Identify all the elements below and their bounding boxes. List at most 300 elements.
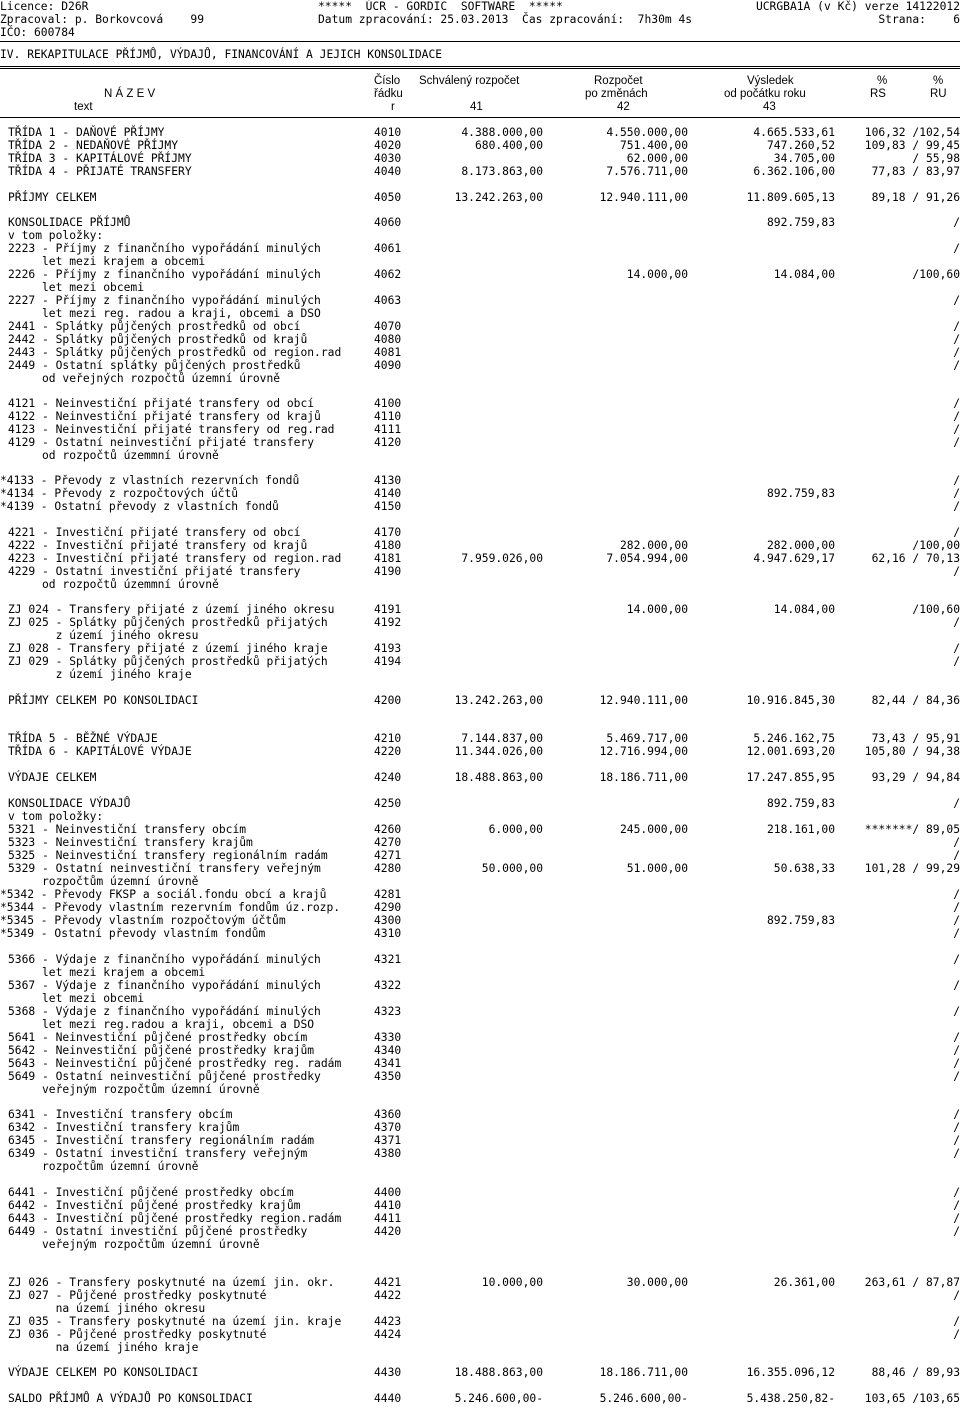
row-line-code: 4190: [374, 565, 402, 578]
row-name: 2442 - Splátky půjčených prostředků od krajů: [8, 333, 308, 346]
processed-by: Zpracoval: p. Borkovcová 99: [0, 13, 205, 26]
row-name: veřejným rozpočtům územní úrovně: [8, 1238, 260, 1251]
row-percent: 263,61 / 87,87: [864, 1276, 960, 1289]
row-name: 2449 - Ostatní splátky půjčených prostředků: [8, 359, 301, 372]
row-percent: /: [953, 953, 960, 966]
row-line-code: 4220: [374, 745, 402, 758]
row-name: PŘÍJMY CELKEM: [8, 191, 97, 204]
table-row: [0, 655, 960, 668]
row-percent: /: [953, 927, 960, 940]
row-revised-budget: 5.469.717,00: [606, 732, 688, 745]
row-name: KONSOLIDACE PŘÍJMŮ: [8, 216, 131, 229]
row-percent: /: [953, 423, 960, 436]
row-name: rozpočtům územní úrovně: [8, 875, 199, 888]
row-name: VÝDAJE CELKEM: [8, 771, 97, 784]
row-percent: /: [953, 1328, 960, 1341]
row-percent: /: [953, 642, 960, 655]
table-row: [0, 410, 960, 423]
row-name: 5323 - Neinvestiční transfery krajům: [8, 836, 253, 849]
row-percent: /: [953, 1121, 960, 1134]
row-line-code: 4322: [374, 979, 402, 992]
table-row: [0, 1225, 960, 1238]
row-name: 6341 - Investiční transfery obcím: [8, 1108, 233, 1121]
row-name: ZJ 035 - Transfery poskytnuté na území jin. kraje: [8, 1315, 342, 1328]
row-name: 4223 - Investiční přijaté transfery od region.rad: [8, 552, 342, 565]
row-result: 17.247.855,95: [746, 771, 835, 784]
row-line-code: 4111: [374, 423, 402, 436]
row-line-code: 4430: [374, 1366, 402, 1379]
row-name: 6443 - Investiční půjčené prostředky region.radám: [8, 1212, 342, 1225]
row-name: 4121 - Neinvestiční přijaté transfery od obcí: [8, 397, 315, 410]
table-row: [0, 423, 960, 436]
row-percent: /: [953, 359, 960, 372]
row-name: 5367 - Výdaje z finančního vypořádání minulých: [8, 979, 321, 992]
table-row: [0, 992, 960, 1005]
table-row: [0, 436, 960, 449]
table-row: [0, 1121, 960, 1134]
row-percent: /100,00: [912, 539, 960, 552]
table-row: [0, 242, 960, 255]
row-name: *5345 - Převody vlastním rozpočtovým účtům: [0, 914, 286, 927]
row-percent: 82,44 / 84,36: [871, 694, 960, 707]
row-result: 892.759,83: [766, 216, 835, 229]
table-row: [0, 1005, 960, 1018]
row-approved-budget: 4.388.000,00: [461, 126, 543, 139]
row-name: TŘÍDA 1 - DAŇOVÉ PŘÍJMY: [8, 126, 165, 139]
row-line-code: 4030: [374, 152, 402, 165]
row-name: 4229 - Ostatní investiční přijaté transfery: [8, 565, 301, 578]
row-percent: /: [953, 1199, 960, 1212]
row-revised-budget: 18.186.711,00: [599, 771, 688, 784]
row-percent: /: [953, 216, 960, 229]
row-approved-budget: 13.242.263,00: [454, 694, 543, 707]
row-line-code: 4290: [374, 901, 402, 914]
table-row: [0, 1108, 960, 1121]
row-revised-budget: 18.186.711,00: [599, 1366, 688, 1379]
row-line-code: 4420: [374, 1225, 402, 1238]
column-revised-budget-code: 42: [617, 101, 630, 113]
row-percent: /: [953, 1005, 960, 1018]
table-row: [0, 1134, 960, 1147]
column-rs-label: RS: [870, 88, 886, 100]
table-row: [0, 359, 960, 372]
row-percent: /: [953, 797, 960, 810]
row-name: 2441 - Splátky půjčených prostředků od obcí: [8, 320, 301, 333]
row-name: 6345 - Investiční transfery regionálním radám: [8, 1134, 315, 1147]
row-name: PŘÍJMY CELKEM PO KONSOLIDACI: [8, 694, 199, 707]
column-name-sublabel: text: [74, 101, 93, 113]
column-result-label: Výsledek: [747, 75, 794, 87]
table-row: [0, 216, 960, 229]
row-name: 4222 - Investiční přijaté transfery od krajů: [8, 539, 308, 552]
row-line-code: 4310: [374, 927, 402, 940]
table-row: [0, 165, 960, 178]
table-row: [0, 1315, 960, 1328]
column-rs-percent: %: [877, 75, 888, 87]
row-percent: / 55,98: [912, 152, 960, 165]
row-line-code: 4150: [374, 500, 402, 513]
row-percent: /: [953, 1031, 960, 1044]
table-row: [0, 307, 960, 320]
row-name: rozpočtům územní úrovně: [8, 1160, 199, 1173]
row-percent: /: [953, 1108, 960, 1121]
table-row: [0, 603, 960, 616]
row-approved-budget: 18.488.863,00: [454, 1366, 543, 1379]
row-percent: /: [953, 1212, 960, 1225]
row-percent: 88,46 / 89,93: [871, 1366, 960, 1379]
row-percent: /: [953, 1057, 960, 1070]
table-row: [0, 126, 960, 139]
row-name: ZJ 036 - Půjčené prostředky poskytnuté: [8, 1328, 267, 1341]
software-banner: ***** ÚCR - GORDIC SOFTWARE *****: [318, 0, 563, 13]
column-code-label: Číslo: [374, 75, 401, 87]
table-row: [0, 1044, 960, 1057]
row-line-code: 4090: [374, 359, 402, 372]
row-percent: 109,83 / 99,45: [864, 139, 960, 152]
row-result: 16.355.096,12: [746, 1366, 835, 1379]
row-name: 5643 - Neinvestiční půjčené prostředky reg. radám: [8, 1057, 342, 1070]
row-name: od rozpočtů územmní úrovně: [8, 449, 219, 462]
row-revised-budget: 14.000,00: [626, 268, 688, 281]
row-result: 4.665.533,61: [753, 126, 835, 139]
row-percent: /: [953, 836, 960, 849]
row-name: 2223 - Příjmy z finančního vypořádání minulých: [8, 242, 321, 255]
row-revised-budget: 14.000,00: [626, 603, 688, 616]
table-row: [0, 397, 960, 410]
row-percent: /: [953, 888, 960, 901]
column-code-sublabel: r: [391, 101, 395, 113]
row-name: *4133 - Převody z vlastních rezervních fondů: [0, 474, 300, 487]
row-line-code: 4250: [374, 797, 402, 810]
table-row: [0, 268, 960, 281]
table-row: [0, 449, 960, 462]
row-percent: /: [953, 849, 960, 862]
row-line-code: 4050: [374, 191, 402, 204]
table-row: [0, 526, 960, 539]
table-row: [0, 474, 960, 487]
row-percent: /: [953, 320, 960, 333]
table-row: [0, 966, 960, 979]
row-percent: 103,65 /103,65: [864, 1392, 960, 1405]
table-row: [0, 694, 960, 707]
row-name: veřejným rozpočtům územní úrovně: [8, 1083, 260, 1096]
row-percent: 73,43 / 95,91: [871, 732, 960, 745]
row-name: let mezi obcemi: [8, 281, 145, 294]
row-name: ZJ 028 - Transfery přijaté z území jiného kraje: [8, 642, 328, 655]
row-name: TŘÍDA 5 - BĚŽNÉ VÝDAJE: [8, 732, 158, 745]
row-approved-budget: 11.344.026,00: [454, 745, 543, 758]
table-row: [0, 1238, 960, 1251]
row-result: 10.916.845,30: [746, 694, 835, 707]
table-row: [0, 1276, 960, 1289]
row-percent: /: [953, 487, 960, 500]
column-name-label: N Á Z E V: [104, 88, 156, 100]
row-revised-budget: 7.054.994,00: [606, 552, 688, 565]
table-row: [0, 372, 960, 385]
row-result: 218.161,00: [766, 823, 835, 836]
row-name: 4129 - Ostatní neinvestiční přijaté transfery: [8, 436, 315, 449]
row-approved-budget: 6.000,00: [488, 823, 543, 836]
row-name: 5641 - Neinvestiční půjčené prostředky obcím: [8, 1031, 308, 1044]
row-revised-budget: 4.550.000,00: [606, 126, 688, 139]
row-line-code: 4060: [374, 216, 402, 229]
table-row: [0, 888, 960, 901]
table-row: [0, 255, 960, 268]
row-approved-budget: 8.173.863,00: [461, 165, 543, 178]
row-percent: /: [953, 410, 960, 423]
row-line-code: 4191: [374, 603, 402, 616]
row-line-code: 4120: [374, 436, 402, 449]
row-name: 2227 - Příjmy z finančního vypořádání minulých: [8, 294, 321, 307]
table-row: [0, 823, 960, 836]
row-name: 5366 - Výdaje z finančního vypořádání minulých: [8, 953, 321, 966]
row-result: 14.084,00: [773, 603, 835, 616]
row-line-code: 4192: [374, 616, 402, 629]
row-revised-budget: 51.000,00: [626, 862, 688, 875]
row-result: 5.246.162,75: [753, 732, 835, 745]
row-name: VÝDAJE CELKEM PO KONSOLIDACI: [8, 1366, 199, 1379]
table-row: [0, 152, 960, 165]
row-result: 50.638,33: [773, 862, 835, 875]
row-name: ZJ 024 - Transfery přijaté z území jiného okresu: [8, 603, 335, 616]
table-row: [0, 1070, 960, 1083]
table-row: [0, 629, 960, 642]
row-name: 5368 - Výdaje z finančního vypořádání minulých: [8, 1005, 321, 1018]
row-percent: /: [953, 1070, 960, 1083]
table-row: [0, 1366, 960, 1379]
row-percent: /: [953, 242, 960, 255]
row-percent: 77,83 / 83,97: [871, 165, 960, 178]
row-name: 6441 - Investiční půjčené prostředky obcím: [8, 1186, 294, 1199]
row-line-code: 4260: [374, 823, 402, 836]
row-line-code: 4210: [374, 732, 402, 745]
row-result: 892.759,83: [766, 797, 835, 810]
row-result: 34.705,00: [773, 152, 835, 165]
row-line-code: 4130: [374, 474, 402, 487]
row-line-code: 4180: [374, 539, 402, 552]
row-approved-budget: 13.242.263,00: [454, 191, 543, 204]
row-result: 892.759,83: [766, 487, 835, 500]
row-line-code: 4424: [374, 1328, 402, 1341]
table-row: [0, 552, 960, 565]
row-name: *5342 - Převody FKSP a sociál.fondu obcí a krajů: [0, 888, 327, 901]
row-name: *4139 - Ostatní převody z vlastních fondů: [0, 500, 279, 513]
row-name: v tom položky:: [8, 810, 104, 823]
row-line-code: 4020: [374, 139, 402, 152]
row-line-code: 4281: [374, 888, 402, 901]
table-row: [0, 836, 960, 849]
row-line-code: 4270: [374, 836, 402, 849]
row-revised-budget: 12.940.111,00: [599, 694, 688, 707]
row-revised-budget: 62.000,00: [626, 152, 688, 165]
row-line-code: 4360: [374, 1108, 402, 1121]
row-name: ZJ 026 - Transfery poskytnuté na území jin. okr.: [8, 1276, 335, 1289]
row-approved-budget: 680.400,00: [474, 139, 543, 152]
column-result-code: 43: [763, 101, 776, 113]
row-line-code: 4063: [374, 294, 402, 307]
row-name: *5349 - Ostatní převody vlastním fondům: [0, 927, 266, 940]
row-revised-budget: 282.000,00: [619, 539, 688, 552]
row-name: TŘÍDA 3 - KAPITÁLOVÉ PŘÍJMY: [8, 152, 192, 165]
table-row: [0, 914, 960, 927]
table-row: [0, 642, 960, 655]
row-name: KONSOLIDACE VÝDAJŮ: [8, 797, 131, 810]
row-name: ZJ 025 - Splátky půjčených prostředků přijatých: [8, 616, 328, 629]
row-percent: /: [953, 1225, 960, 1238]
row-name: 6449 - Ostatní investiční půjčené prostředky: [8, 1225, 308, 1238]
row-percent: /: [953, 526, 960, 539]
row-line-code: 4200: [374, 694, 402, 707]
row-line-code: 4040: [374, 165, 402, 178]
table-row: [0, 229, 960, 242]
row-name: 5321 - Neinvestiční transfery obcím: [8, 823, 247, 836]
row-line-code: 4400: [374, 1186, 402, 1199]
row-percent: /: [953, 294, 960, 307]
table-row: [0, 487, 960, 500]
row-result: 12.001.693,20: [746, 745, 835, 758]
row-percent: /: [953, 436, 960, 449]
row-revised-budget: 5.246.600,00-: [599, 1392, 688, 1405]
row-percent: /: [953, 1186, 960, 1199]
row-name: TŘÍDA 6 - KAPITÁLOVÉ VÝDAJE: [8, 745, 192, 758]
row-approved-budget: 5.246.600,00-: [454, 1392, 543, 1405]
row-name: let mezi reg.radou a kraji, obcemi a DSO: [8, 1018, 315, 1031]
table-row: [0, 732, 960, 745]
table-row: [0, 901, 960, 914]
row-name: 4221 - Investiční přijaté transfery od obcí: [8, 526, 301, 539]
table-row: [0, 745, 960, 758]
row-result: 26.361,00: [773, 1276, 835, 1289]
row-line-code: 4110: [374, 410, 402, 423]
row-name: let mezi krajem a obcemi: [8, 966, 206, 979]
row-percent: /: [953, 914, 960, 927]
table-row: [0, 849, 960, 862]
report-title: IV. REKAPITULACE PŘÍJMŮ, VÝDAJŮ, FINANCOVÁNÍ A JEJICH KONSOLIDACE: [0, 48, 443, 61]
column-revised-budget-label: Rozpočet: [594, 75, 643, 87]
row-result: 11.809.605,13: [746, 191, 835, 204]
row-percent: /: [953, 655, 960, 668]
row-percent: /: [953, 979, 960, 992]
table-row: [0, 927, 960, 940]
row-name: 2226 - Příjmy z finančního vypořádání minulých: [8, 268, 321, 281]
row-percent: /: [953, 500, 960, 513]
row-name: let mezi reg. radou a kraji, obcemi a DSO: [8, 307, 321, 320]
row-name: TŘÍDA 2 - NEDAŇOVÉ PŘÍJMY: [8, 139, 179, 152]
table-row: [0, 539, 960, 552]
column-code-label-2: řádku: [374, 88, 403, 100]
row-name: 5649 - Ostatní neinvestiční půjčené prostředky: [8, 1070, 321, 1083]
row-line-code: 4010: [374, 126, 402, 139]
row-percent: /: [953, 474, 960, 487]
column-result-label-2: od počátku roku: [724, 88, 806, 100]
table-row: [0, 1147, 960, 1160]
table-row: [0, 1160, 960, 1173]
table-row: [0, 668, 960, 681]
table-row: [0, 1212, 960, 1225]
row-line-code: 4300: [374, 914, 402, 927]
row-line-code: 4341: [374, 1057, 402, 1070]
processing-date-time: Datum zpracování: 25.03.2013 Čas zpracování: 7h30m 4s: [318, 13, 693, 26]
row-name: od veřejných rozpočtů územní úrovně: [8, 372, 281, 385]
table-row: [0, 1018, 960, 1031]
row-line-code: 4081: [374, 346, 402, 359]
column-ru-percent: %: [933, 75, 944, 87]
row-percent: /: [953, 565, 960, 578]
table-row: [0, 294, 960, 307]
table-row: [0, 616, 960, 629]
row-revised-budget: 7.576.711,00: [606, 165, 688, 178]
row-name: 6349 - Ostatní investiční transfery veřejným: [8, 1147, 308, 1160]
row-line-code: 4330: [374, 1031, 402, 1044]
row-percent: /: [953, 333, 960, 346]
table-row: [0, 1392, 960, 1405]
row-line-code: 4280: [374, 862, 402, 875]
row-line-code: 4411: [374, 1212, 402, 1225]
row-result: 5.438.250,82-: [746, 1392, 835, 1405]
row-name: 4123 - Neinvestiční přijaté transfery od reg.rad: [8, 423, 335, 436]
row-name: ZJ 029 - Splátky půjčených prostředků přijatých: [8, 655, 328, 668]
row-percent: /: [953, 901, 960, 914]
row-revised-budget: 30.000,00: [626, 1276, 688, 1289]
row-revised-budget: 751.400,00: [619, 139, 688, 152]
row-line-code: 4380: [374, 1147, 402, 1160]
row-percent: 93,29 / 94,84: [871, 771, 960, 784]
row-line-code: 4321: [374, 953, 402, 966]
row-line-code: 4070: [374, 320, 402, 333]
row-approved-budget: 7.144.837,00: [461, 732, 543, 745]
row-revised-budget: 12.716.994,00: [599, 745, 688, 758]
table-row: [0, 565, 960, 578]
row-name: 4122 - Neinvestiční přijaté transfery od krajů: [8, 410, 321, 423]
table-row: [0, 500, 960, 513]
row-percent: /: [953, 1134, 960, 1147]
row-percent: /100,60: [912, 603, 960, 616]
row-percent: 101,28 / 99,29: [864, 862, 960, 875]
row-name: 6442 - Investiční půjčené prostředky krajům: [8, 1199, 301, 1212]
row-name: 5329 - Ostatní neinvestiční transfery veřejným: [8, 862, 321, 875]
row-approved-budget: 18.488.863,00: [454, 771, 543, 784]
row-line-code: 4100: [374, 397, 402, 410]
row-name: na území jiného kraje: [8, 1341, 199, 1354]
row-result: 4.947.629,17: [753, 552, 835, 565]
row-name: *5344 - Převody vlastním rezervním fondům úz.rozp.: [0, 901, 341, 914]
row-approved-budget: 10.000,00: [481, 1276, 543, 1289]
table-row: [0, 1083, 960, 1096]
row-line-code: 4423: [374, 1315, 402, 1328]
row-line-code: 4323: [374, 1005, 402, 1018]
table-row: [0, 1186, 960, 1199]
report-version: UCRGBA1A (v Kč) verze 14122012: [755, 0, 960, 13]
table-row: [0, 1302, 960, 1315]
column-approved-budget-code: 41: [470, 101, 483, 113]
row-percent: 106,32 /102,54: [864, 126, 960, 139]
row-percent: /: [953, 397, 960, 410]
row-name: let mezi krajem a obcemi: [8, 255, 206, 268]
licence-label: Licence: D26R: [0, 0, 89, 13]
page-number: Strana: 6: [878, 13, 960, 26]
table-row: [0, 320, 960, 333]
row-line-code: 4080: [374, 333, 402, 346]
row-name: v tom položky:: [8, 229, 104, 242]
row-percent: /100,60: [912, 268, 960, 281]
row-name: na území jiného okresu: [8, 1302, 206, 1315]
row-result: 892.759,83: [766, 914, 835, 927]
row-name: 2443 - Splátky půjčených prostředků od region.rad: [8, 346, 342, 359]
table-row: [0, 333, 960, 346]
row-line-code: 4193: [374, 642, 402, 655]
row-line-code: 4350: [374, 1070, 402, 1083]
table-row: [0, 953, 960, 966]
